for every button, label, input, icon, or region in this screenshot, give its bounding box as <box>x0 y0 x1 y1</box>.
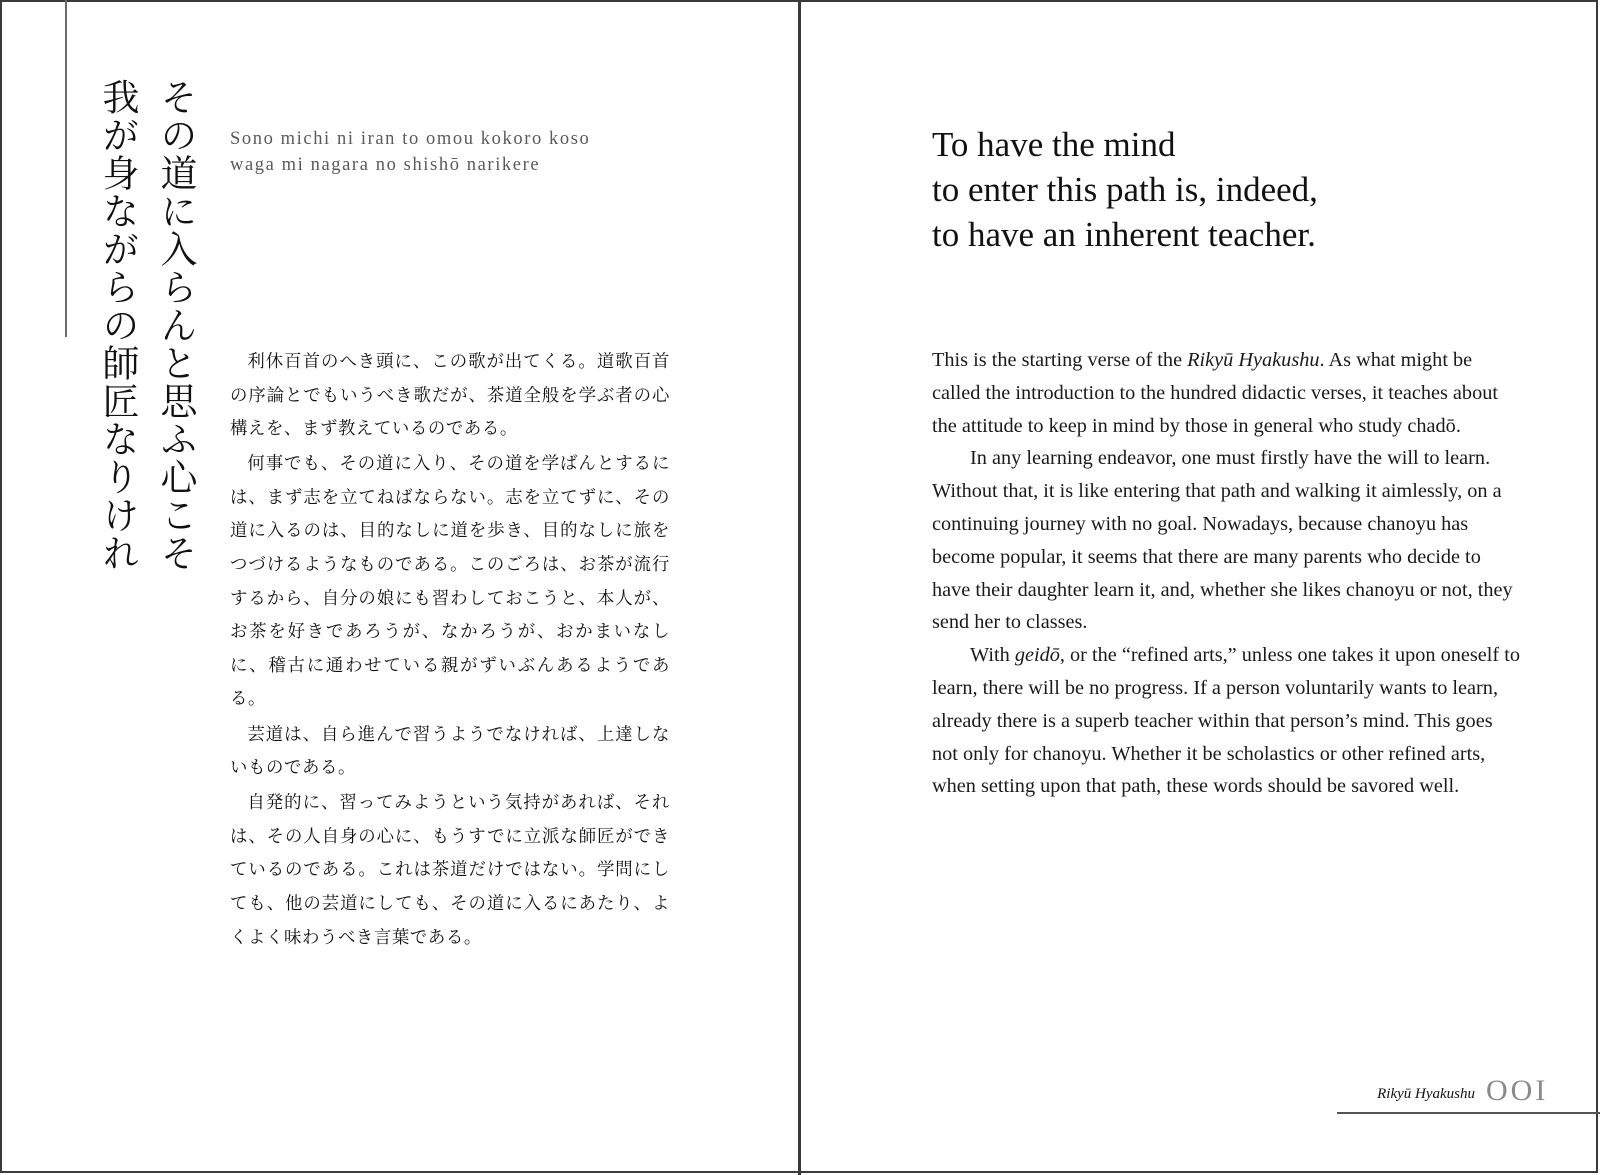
en-p1-italic-title: Rikyū Hyakushu <box>1187 349 1320 371</box>
en-paragraph-3 <box>932 639 1522 803</box>
en-paragraph-2: In any learning endeavor, one must firstly have the will to learn. Without that, it is like entering that path and walking it aimlessly, on a continuing journey with no goal. Nowadays, because chanoyu has become popular, it seems that there are many parents who decide to have their daughter learn it, and, whether she likes chanoyu or not, they send her to classes. <box>932 447 1513 634</box>
romanization-line-2: waga mi nagara no shishō narikere <box>230 155 541 175</box>
en-p3-text-b: , or the “refined arts,” unless one takes it upon oneself to learn, there will be no progress. If a person voluntarily wants to learn, already there is a superb teacher within that person’s mind. This goes not only for chanoyu. Whether it be scholastics or other refined arts, when setting upon that path, these words should be savored well. <box>932 644 1521 798</box>
en-p3-text-a: With <box>970 644 1015 667</box>
en-paragraph-1 <box>932 344 1522 442</box>
english-translation <box>932 122 1318 257</box>
translation-line-2: to enter this path is, indeed, <box>932 170 1318 209</box>
page-gutter-divider <box>798 0 801 1175</box>
footer-book-title: Rikyū Hyakushu <box>1377 1086 1475 1102</box>
japanese-commentary <box>230 346 670 957</box>
translation-line-3: to have an inherent teacher. <box>932 215 1316 254</box>
left-page-vertical-rule <box>65 0 67 337</box>
poem-romanization <box>230 126 590 178</box>
jp-paragraph-2: 何事でも、その道に入り、その道を学ばんとするには、まず志を立てねばならない。志を立てずに、その道に入るのは、目的なしに道を歩き、目的なしに旅をつづけるようなものである。このごろは、お茶が流行するから、自分の娘にも習わしておこうと、本人が、お茶を好きであろうが、なかろうが、おかまいなしに、稽古に通わせている親がずいぶんあるようである。 <box>230 454 670 710</box>
poem-column-2: 我が身ながらの師匠なりけれ <box>96 78 139 572</box>
jp-paragraph-1: 利休百首のへき頭に、この歌が出てくる。道歌百首の序論とでもいうべき歌だが、茶道全般を学ぶ者の心構えを、まず教えているのである。 <box>230 352 670 440</box>
page-footer <box>1338 1076 1600 1112</box>
translation-line-1: To have the mind <box>932 125 1176 164</box>
footer-rule <box>1337 1112 1600 1114</box>
page-number: OOI <box>1486 1074 1549 1107</box>
jp-paragraph-3: 芸道は、自ら進んで習うようでなければ、上達しないものである。 <box>230 724 670 779</box>
en-p3-italic-term: geidō <box>1014 644 1060 667</box>
poem-column-1: その道に入らんと思ふ心こそ <box>154 78 197 572</box>
vertical-poem <box>88 78 204 598</box>
romanization-line-1: Sono michi ni iran to omou kokoro koso <box>230 129 591 149</box>
english-commentary <box>932 344 1522 803</box>
en-p1-text-a: This is the starting verse of the <box>932 349 1188 371</box>
jp-paragraph-4: 自発的に、習ってみようという気持があれば、それは、その人自身の心に、もうすでに立派な師匠ができているのである。これは茶道だけではない。学問にしても、他の芸道にしても、その道に入るにあたり、よくよく味わうべき言葉である。 <box>230 793 670 948</box>
en-p1-text-b: . As what might be called the introduction to the hundred didactic verses, it teaches about the attitude to keep in mind by those in general who study chadō. <box>932 349 1498 437</box>
